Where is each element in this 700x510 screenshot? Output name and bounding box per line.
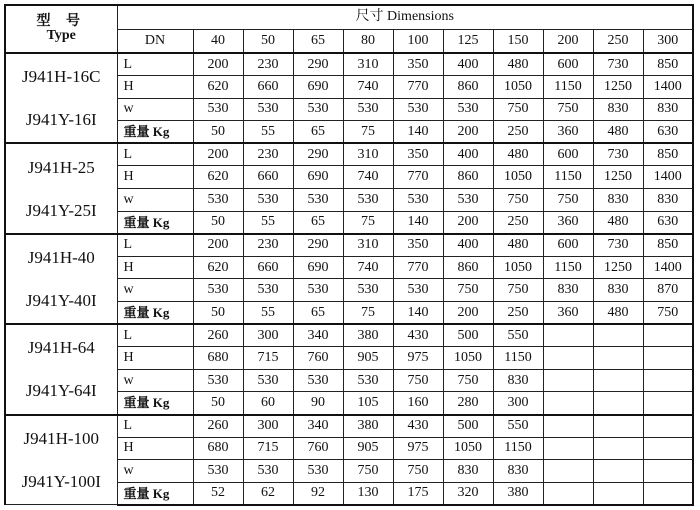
value-cell [643, 437, 693, 460]
value-cell: 200 [443, 121, 493, 144]
value-cell: 830 [643, 98, 693, 121]
value-cell: 530 [293, 98, 343, 121]
value-cell: 65 [293, 121, 343, 144]
model-name: J941Y-100I [21, 471, 101, 491]
value-cell: 530 [393, 98, 443, 121]
value-cell: 260 [193, 415, 243, 438]
model-cell [5, 53, 117, 143]
value-cell [643, 324, 693, 347]
value-cell [543, 324, 593, 347]
value-cell: 830 [493, 460, 543, 483]
value-cell [543, 460, 593, 483]
value-cell: 310 [343, 143, 393, 166]
value-cell: 1050 [443, 437, 493, 460]
value-cell: 200 [443, 302, 493, 325]
value-cell: 300 [243, 415, 293, 438]
value-cell: 290 [293, 234, 343, 257]
value-cell [593, 392, 643, 415]
model-cell [5, 234, 117, 324]
value-cell: 860 [443, 76, 493, 99]
value-cell: 850 [643, 234, 693, 257]
value-cell: 530 [293, 279, 343, 302]
value-cell: 1150 [543, 166, 593, 189]
value-cell: 830 [493, 369, 543, 392]
value-cell: 480 [593, 121, 643, 144]
dn-value: 40 [193, 29, 243, 53]
value-cell: 750 [493, 279, 543, 302]
value-cell [643, 369, 693, 392]
value-cell: 1050 [493, 256, 543, 279]
value-cell: 200 [443, 211, 493, 234]
value-cell: 975 [393, 347, 443, 370]
value-cell: 730 [593, 234, 643, 257]
value-cell: 740 [343, 76, 393, 99]
value-cell: 50 [193, 302, 243, 325]
value-cell: 620 [193, 76, 243, 99]
value-cell: 750 [493, 189, 543, 212]
value-cell: 740 [343, 166, 393, 189]
value-cell: 750 [343, 460, 393, 483]
value-cell: 530 [243, 279, 293, 302]
value-cell [593, 347, 643, 370]
value-cell: 620 [193, 166, 243, 189]
value-cell: 140 [393, 121, 443, 144]
value-cell: 750 [543, 189, 593, 212]
table-row [5, 234, 693, 257]
value-cell: 750 [443, 279, 493, 302]
param-label: L [117, 53, 193, 76]
value-cell: 1400 [643, 256, 693, 279]
value-cell: 55 [243, 302, 293, 325]
header-row [5, 5, 693, 29]
model-name: J941Y-64I [25, 381, 97, 401]
model-cell [5, 143, 117, 233]
value-cell: 480 [493, 143, 543, 166]
value-cell: 400 [443, 53, 493, 76]
value-cell: 430 [393, 324, 443, 347]
value-cell: 360 [543, 302, 593, 325]
value-cell: 290 [293, 143, 343, 166]
param-label: H [117, 437, 193, 460]
value-cell: 690 [293, 76, 343, 99]
value-cell: 175 [393, 482, 443, 505]
value-cell: 830 [543, 279, 593, 302]
model-cell [5, 415, 117, 505]
value-cell: 50 [193, 121, 243, 144]
type-header-en: Type [46, 28, 76, 43]
value-cell: 360 [543, 211, 593, 234]
param-label: w [117, 189, 193, 212]
value-cell: 360 [543, 121, 593, 144]
value-cell: 75 [343, 211, 393, 234]
value-cell: 850 [643, 143, 693, 166]
value-cell: 870 [643, 279, 693, 302]
value-cell [643, 347, 693, 370]
param-label: H [117, 256, 193, 279]
table-row [5, 143, 693, 166]
value-cell: 1050 [493, 166, 543, 189]
value-cell: 75 [343, 302, 393, 325]
value-cell: 1150 [543, 256, 593, 279]
value-cell: 530 [243, 369, 293, 392]
param-label: L [117, 415, 193, 438]
value-cell: 530 [193, 189, 243, 212]
value-cell: 530 [393, 279, 443, 302]
value-cell [643, 392, 693, 415]
value-cell: 530 [193, 98, 243, 121]
value-cell: 620 [193, 256, 243, 279]
value-cell [543, 482, 593, 505]
value-cell: 130 [343, 482, 393, 505]
param-label: w [117, 279, 193, 302]
value-cell: 530 [393, 189, 443, 212]
value-cell: 530 [293, 189, 343, 212]
value-cell: 975 [393, 437, 443, 460]
value-cell: 500 [443, 415, 493, 438]
value-cell: 830 [593, 279, 643, 302]
value-cell: 1250 [593, 166, 643, 189]
value-cell: 65 [293, 211, 343, 234]
param-label: 重量 Kg [117, 392, 193, 415]
value-cell: 140 [393, 302, 443, 325]
value-cell: 380 [493, 482, 543, 505]
value-cell: 530 [243, 189, 293, 212]
value-cell: 430 [393, 415, 443, 438]
value-cell [593, 415, 643, 438]
value-cell [543, 415, 593, 438]
value-cell: 530 [343, 279, 393, 302]
value-cell: 660 [243, 256, 293, 279]
value-cell: 830 [593, 98, 643, 121]
value-cell: 380 [343, 415, 393, 438]
value-cell: 600 [543, 234, 593, 257]
param-label: 重量 Kg [117, 121, 193, 144]
value-cell: 310 [343, 234, 393, 257]
value-cell: 50 [193, 392, 243, 415]
dn-value: 100 [393, 29, 443, 53]
param-label: w [117, 369, 193, 392]
table-row [5, 415, 693, 438]
value-cell: 830 [593, 189, 643, 212]
value-cell: 860 [443, 256, 493, 279]
value-cell: 52 [193, 482, 243, 505]
value-cell: 660 [243, 76, 293, 99]
model-cell [5, 324, 117, 414]
value-cell: 830 [443, 460, 493, 483]
value-cell: 760 [293, 347, 343, 370]
value-cell: 1050 [443, 347, 493, 370]
value-cell: 530 [243, 98, 293, 121]
value-cell: 730 [593, 143, 643, 166]
value-cell: 380 [343, 324, 393, 347]
value-cell: 530 [193, 279, 243, 302]
value-cell: 290 [293, 53, 343, 76]
value-cell: 62 [243, 482, 293, 505]
value-cell [593, 460, 643, 483]
value-cell: 340 [293, 415, 343, 438]
model-names [6, 417, 117, 503]
value-cell: 1050 [493, 76, 543, 99]
value-cell: 760 [293, 437, 343, 460]
value-cell: 715 [243, 437, 293, 460]
value-cell: 530 [243, 460, 293, 483]
model-name: J941Y-40I [25, 290, 97, 310]
value-cell [543, 347, 593, 370]
param-label: w [117, 98, 193, 121]
model-name: J941Y-16I [25, 110, 97, 130]
value-cell: 310 [343, 53, 393, 76]
table-body [5, 5, 693, 505]
value-cell: 300 [243, 324, 293, 347]
value-cell: 300 [493, 392, 543, 415]
type-header-cn: 型 号 [36, 14, 86, 29]
model-name: J941H-40 [27, 247, 95, 267]
value-cell: 1400 [643, 76, 693, 99]
dn-value: 50 [243, 29, 293, 53]
value-cell: 55 [243, 121, 293, 144]
value-cell: 715 [243, 347, 293, 370]
value-cell: 350 [393, 234, 443, 257]
value-cell: 250 [493, 211, 543, 234]
value-cell: 350 [393, 53, 443, 76]
param-label: 重量 Kg [117, 211, 193, 234]
value-cell: 530 [443, 189, 493, 212]
model-names [6, 236, 117, 322]
value-cell: 160 [393, 392, 443, 415]
value-cell: 750 [393, 460, 443, 483]
param-label: L [117, 143, 193, 166]
value-cell [593, 437, 643, 460]
value-cell: 1250 [593, 256, 643, 279]
value-cell [543, 437, 593, 460]
value-cell: 75 [343, 121, 393, 144]
value-cell: 730 [593, 53, 643, 76]
value-cell: 320 [443, 482, 493, 505]
value-cell: 750 [393, 369, 443, 392]
dimensions-table [4, 4, 694, 506]
value-cell: 860 [443, 166, 493, 189]
value-cell: 1400 [643, 166, 693, 189]
value-cell: 600 [543, 143, 593, 166]
param-label: w [117, 460, 193, 483]
value-cell: 60 [243, 392, 293, 415]
dn-value: 65 [293, 29, 343, 53]
type-header-cell [5, 5, 117, 53]
value-cell: 750 [493, 98, 543, 121]
model-name: J941H-16C [22, 67, 101, 87]
value-cell: 770 [393, 166, 443, 189]
table-row [5, 324, 693, 347]
value-cell: 200 [193, 143, 243, 166]
value-cell: 200 [193, 234, 243, 257]
value-cell [643, 460, 693, 483]
value-cell: 600 [543, 53, 593, 76]
model-name: J941H-25 [27, 157, 95, 177]
value-cell: 530 [443, 98, 493, 121]
value-cell: 530 [293, 369, 343, 392]
param-label: H [117, 166, 193, 189]
dn-value: 200 [543, 29, 593, 53]
value-cell: 530 [293, 460, 343, 483]
value-cell [593, 482, 643, 505]
value-cell: 105 [343, 392, 393, 415]
param-label: H [117, 347, 193, 370]
value-cell: 480 [493, 234, 543, 257]
value-cell: 480 [593, 211, 643, 234]
param-label: 重量 Kg [117, 482, 193, 505]
param-label: L [117, 324, 193, 347]
dn-value: 125 [443, 29, 493, 53]
value-cell: 400 [443, 143, 493, 166]
value-cell [643, 482, 693, 505]
model-names [6, 55, 117, 141]
value-cell: 230 [243, 234, 293, 257]
value-cell [643, 415, 693, 438]
value-cell: 230 [243, 53, 293, 76]
value-cell [543, 392, 593, 415]
model-names [6, 326, 117, 412]
value-cell: 550 [493, 415, 543, 438]
value-cell: 1150 [543, 76, 593, 99]
value-cell: 92 [293, 482, 343, 505]
value-cell: 55 [243, 211, 293, 234]
value-cell: 1250 [593, 76, 643, 99]
dn-value: 80 [343, 29, 393, 53]
value-cell: 65 [293, 302, 343, 325]
value-cell [543, 369, 593, 392]
value-cell: 770 [393, 256, 443, 279]
value-cell: 280 [443, 392, 493, 415]
model-name: J941H-100 [23, 428, 100, 448]
value-cell: 530 [343, 369, 393, 392]
value-cell: 660 [243, 166, 293, 189]
value-cell: 905 [343, 347, 393, 370]
value-cell: 480 [493, 53, 543, 76]
value-cell: 530 [343, 98, 393, 121]
value-cell: 350 [393, 143, 443, 166]
value-cell: 680 [193, 347, 243, 370]
model-name: J941Y-25I [25, 200, 97, 220]
value-cell: 250 [493, 302, 543, 325]
value-cell: 680 [193, 437, 243, 460]
value-cell: 740 [343, 256, 393, 279]
value-cell: 340 [293, 324, 343, 347]
param-label: L [117, 234, 193, 257]
param-label: 重量 Kg [117, 302, 193, 325]
value-cell: 50 [193, 211, 243, 234]
value-cell: 770 [393, 76, 443, 99]
value-cell: 250 [493, 121, 543, 144]
value-cell: 750 [643, 302, 693, 325]
dn-value: 250 [593, 29, 643, 53]
value-cell: 830 [643, 189, 693, 212]
value-cell: 690 [293, 256, 343, 279]
value-cell: 530 [193, 460, 243, 483]
value-cell: 480 [593, 302, 643, 325]
model-names [6, 146, 117, 232]
value-cell [593, 324, 643, 347]
value-cell: 500 [443, 324, 493, 347]
value-cell: 850 [643, 53, 693, 76]
value-cell: 90 [293, 392, 343, 415]
value-cell: 230 [243, 143, 293, 166]
dn-value: 300 [643, 29, 693, 53]
value-cell: 750 [443, 369, 493, 392]
dn-value: 150 [493, 29, 543, 53]
value-cell: 630 [643, 211, 693, 234]
value-cell: 905 [343, 437, 393, 460]
value-cell [593, 369, 643, 392]
value-cell: 550 [493, 324, 543, 347]
model-name: J941H-64 [27, 338, 95, 358]
value-cell: 260 [193, 324, 243, 347]
value-cell: 530 [193, 369, 243, 392]
table-row [5, 53, 693, 76]
dimensions-header: 尺寸 Dimensions [117, 5, 693, 29]
param-label: H [117, 76, 193, 99]
value-cell: 690 [293, 166, 343, 189]
dn-label: DN [117, 29, 193, 53]
value-cell: 1150 [493, 347, 543, 370]
value-cell: 530 [343, 189, 393, 212]
value-cell: 200 [193, 53, 243, 76]
value-cell: 400 [443, 234, 493, 257]
value-cell: 750 [543, 98, 593, 121]
value-cell: 1150 [493, 437, 543, 460]
value-cell: 140 [393, 211, 443, 234]
value-cell: 630 [643, 121, 693, 144]
